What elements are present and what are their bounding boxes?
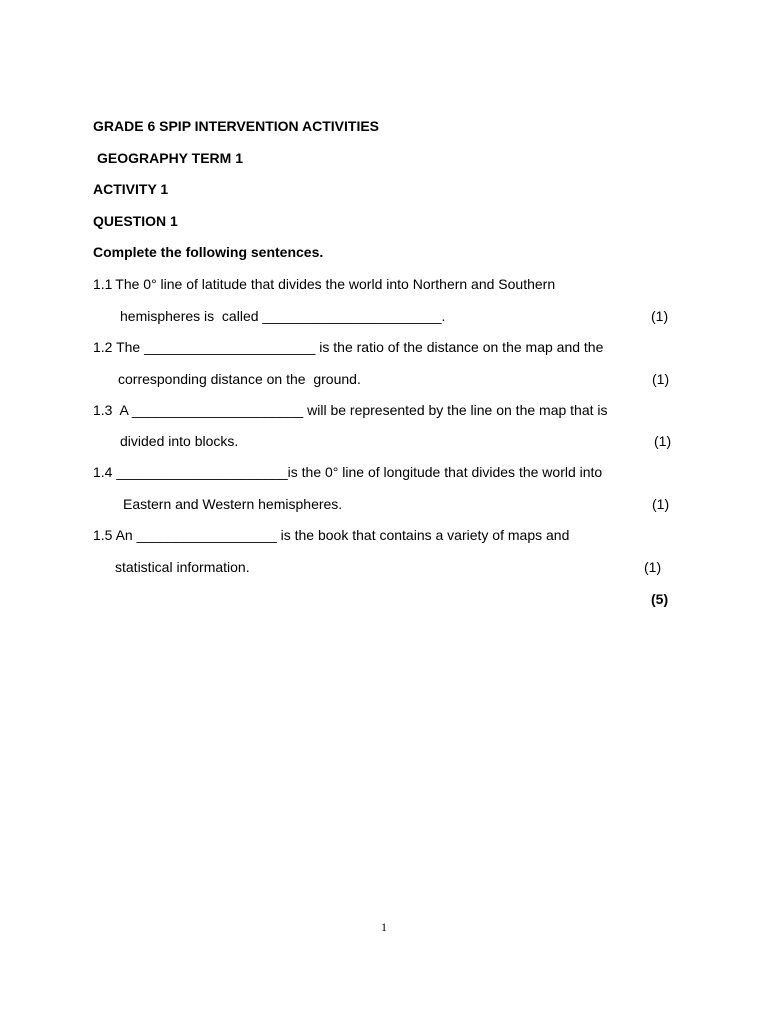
question-1-5-line-2: statistical information. — [115, 559, 250, 575]
question-1-4-marks: (1) — [652, 496, 670, 512]
question-1-1-line-2: hemispheres is called _______________________. — [120, 308, 446, 324]
question-1-2-line-2: corresponding distance on the ground. — [118, 371, 361, 387]
activity-heading: ACTIVITY 1 — [93, 181, 169, 197]
subject-heading: GEOGRAPHY TERM 1 — [97, 150, 243, 166]
question-1-3-line-1: 1.3 A ______________________ will be represented by the line on the map that is — [93, 402, 608, 418]
total-marks: (5) — [651, 591, 669, 607]
question-1-4-line-2: Eastern and Western hemispheres. — [123, 496, 343, 512]
question-1-3-line-2: divided into blocks. — [120, 433, 239, 449]
question-heading: QUESTION 1 — [93, 213, 178, 229]
question-1-2-marks: (1) — [652, 371, 670, 387]
instruction-text: Complete the following sentences. — [93, 244, 324, 260]
question-1-1-line-1: 1.1 The 0° line of latitude that divides the world into Northern and Southern — [93, 276, 556, 292]
question-1-3-marks: (1) — [654, 433, 672, 449]
document-title: GRADE 6 SPIP INTERVENTION ACTIVITIES — [93, 118, 380, 134]
question-1-2-line-1: 1.2 The ______________________ is the ratio of the distance on the map and the — [93, 339, 604, 355]
question-1-5-line-1: 1.5 An __________________ is the book that contains a variety of maps and — [93, 527, 570, 543]
question-1-5-marks: (1) — [644, 559, 662, 575]
question-1-4-line-1: 1.4 ______________________is the 0° line of longitude that divides the world into — [93, 464, 603, 480]
page-number: 1 — [381, 920, 387, 934]
question-1-1-marks: (1) — [651, 308, 669, 324]
